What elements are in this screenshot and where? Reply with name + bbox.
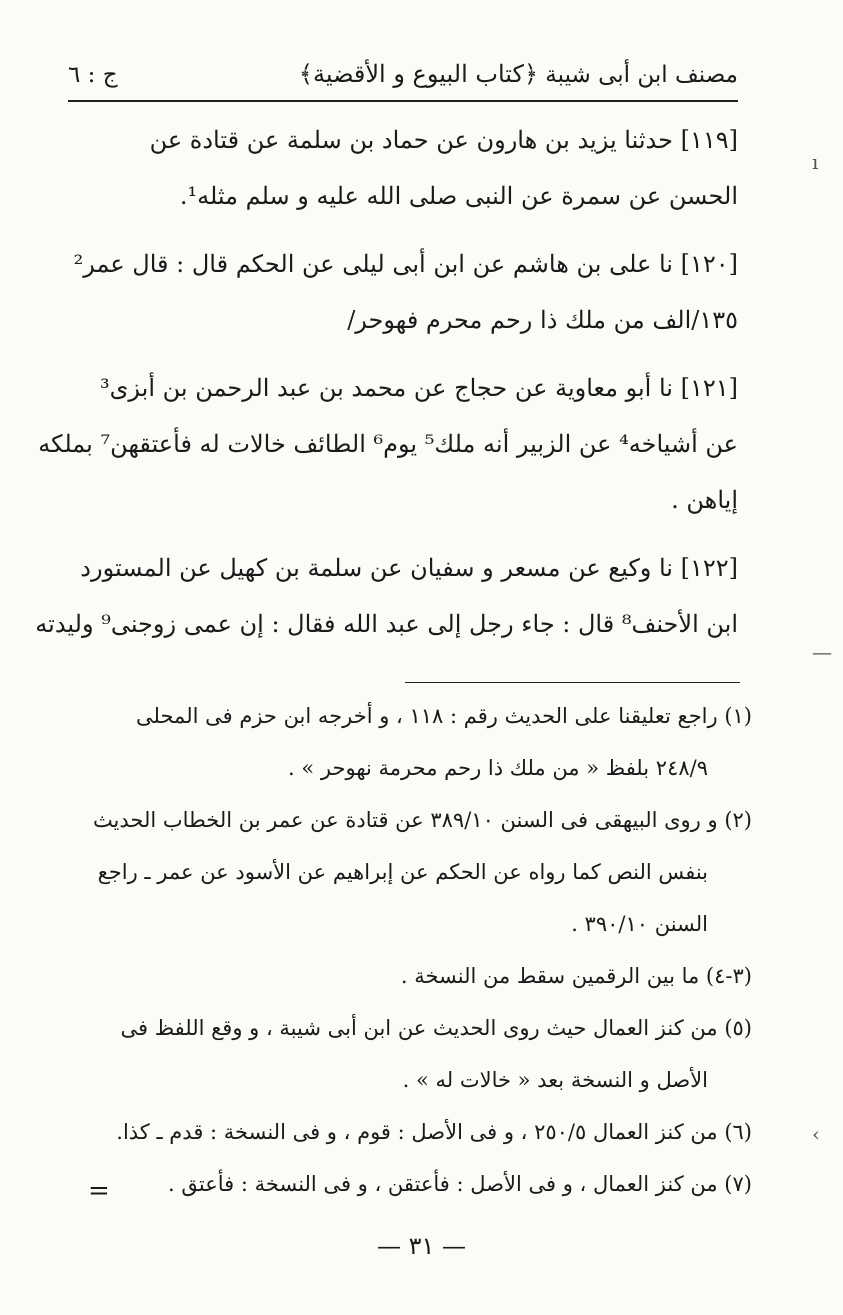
text-line: [١١٩] حدثنا يزيد بن هارون عن حماد بن سلمة عن قتادة عن [149,126,738,154]
text-line: [١٢٠] نا على بن هاشم عن ابن أبى ليلى عن الحكم قال : قال عمر² [73,250,738,278]
text-line: الحسن عن سمرة عن النبى صلى الله عليه و سلم مثله¹. [179,182,738,210]
continuation-mark: = [88,1176,110,1206]
footnote-rule [405,682,740,683]
footnote-line: (٣-٤) ما بين الرقمين سقط من النسخة . [400,964,752,988]
footnote-line: بنفس النص كما رواه عن الحكم عن إبراهيم عن الأسود عن عمر ـ راجع [97,860,708,884]
footnote-line: (١) راجع تعليقنا على الحديث رقم : ١١٨ ، و أخرجه ابن حزم فى المحلى [136,704,752,728]
footnote-line: (٦) من كنز العمال ٢٥٠/٥ ، و فى الأصل : قوم ، و فى النسخة : قدم ـ كذا. [116,1120,752,1144]
chapter-title: ﴿كتاب البيوع و الأقضية﴾ [298,60,538,88]
volume-number: ج : ٦ [68,62,118,88]
footnote-line: (٥) من كنز العمال حيث روى الحديث عن ابن أبى شيبة ، و وقع اللفظ فى [120,1016,752,1040]
margin-mark: ‹ [812,1122,820,1146]
footnote-line: (٢) و روى البيهقى فى السنن ٣٨٩/١٠ عن قتادة عن عمر بن الخطاب الحديث [92,808,752,832]
text-line: ١٣٥/الف من ملك ذا رحم محرم فهوحر/ [347,306,738,334]
footnote-line: السنن ٣٩٠/١٠ . [571,912,708,936]
footnote-line: الأصل و النسخة بعد « خالات له » . [402,1068,708,1092]
running-header [68,52,738,98]
text-line: عن أشياخه⁴ عن الزبير أنه ملك⁵ يوم⁶ الطائف خالات له فأعتقهن⁷ بملكه [38,430,738,458]
main-text [35,112,738,652]
text-line: [١٢٢] نا وكيع عن مسعر و سفيان عن سلمة بن كهيل عن المستورد [80,554,738,582]
footnote-line: (٧) من كنز العمال ، و فى الأصل : فأعتقن ، و فى النسخة : فأعتق . [168,1172,752,1196]
margin-mark: ı [812,150,819,174]
text-line: ابن الأحنف⁸ قال : جاء رجل إلى عبد الله فقال : إن عمى زوجنى⁹ وليدته [35,610,738,638]
footnote-line: ٢٤٨/٩ بلفظ « من ملك ذا رحم محرمة نهوحر » . [288,756,708,780]
page-number: — ٣١ — [376,1232,467,1260]
text-line: إياهن . [671,486,738,514]
margin-mark: — [812,640,832,664]
book-title: مصنف ابن أبى شيبة [545,62,738,88]
text-line: [١٢١] نا أبو معاوية عن حجاج عن محمد بن عبد الرحمن بن أبزى³ [100,374,738,402]
header-rule [68,100,738,102]
footnotes [72,690,752,1210]
